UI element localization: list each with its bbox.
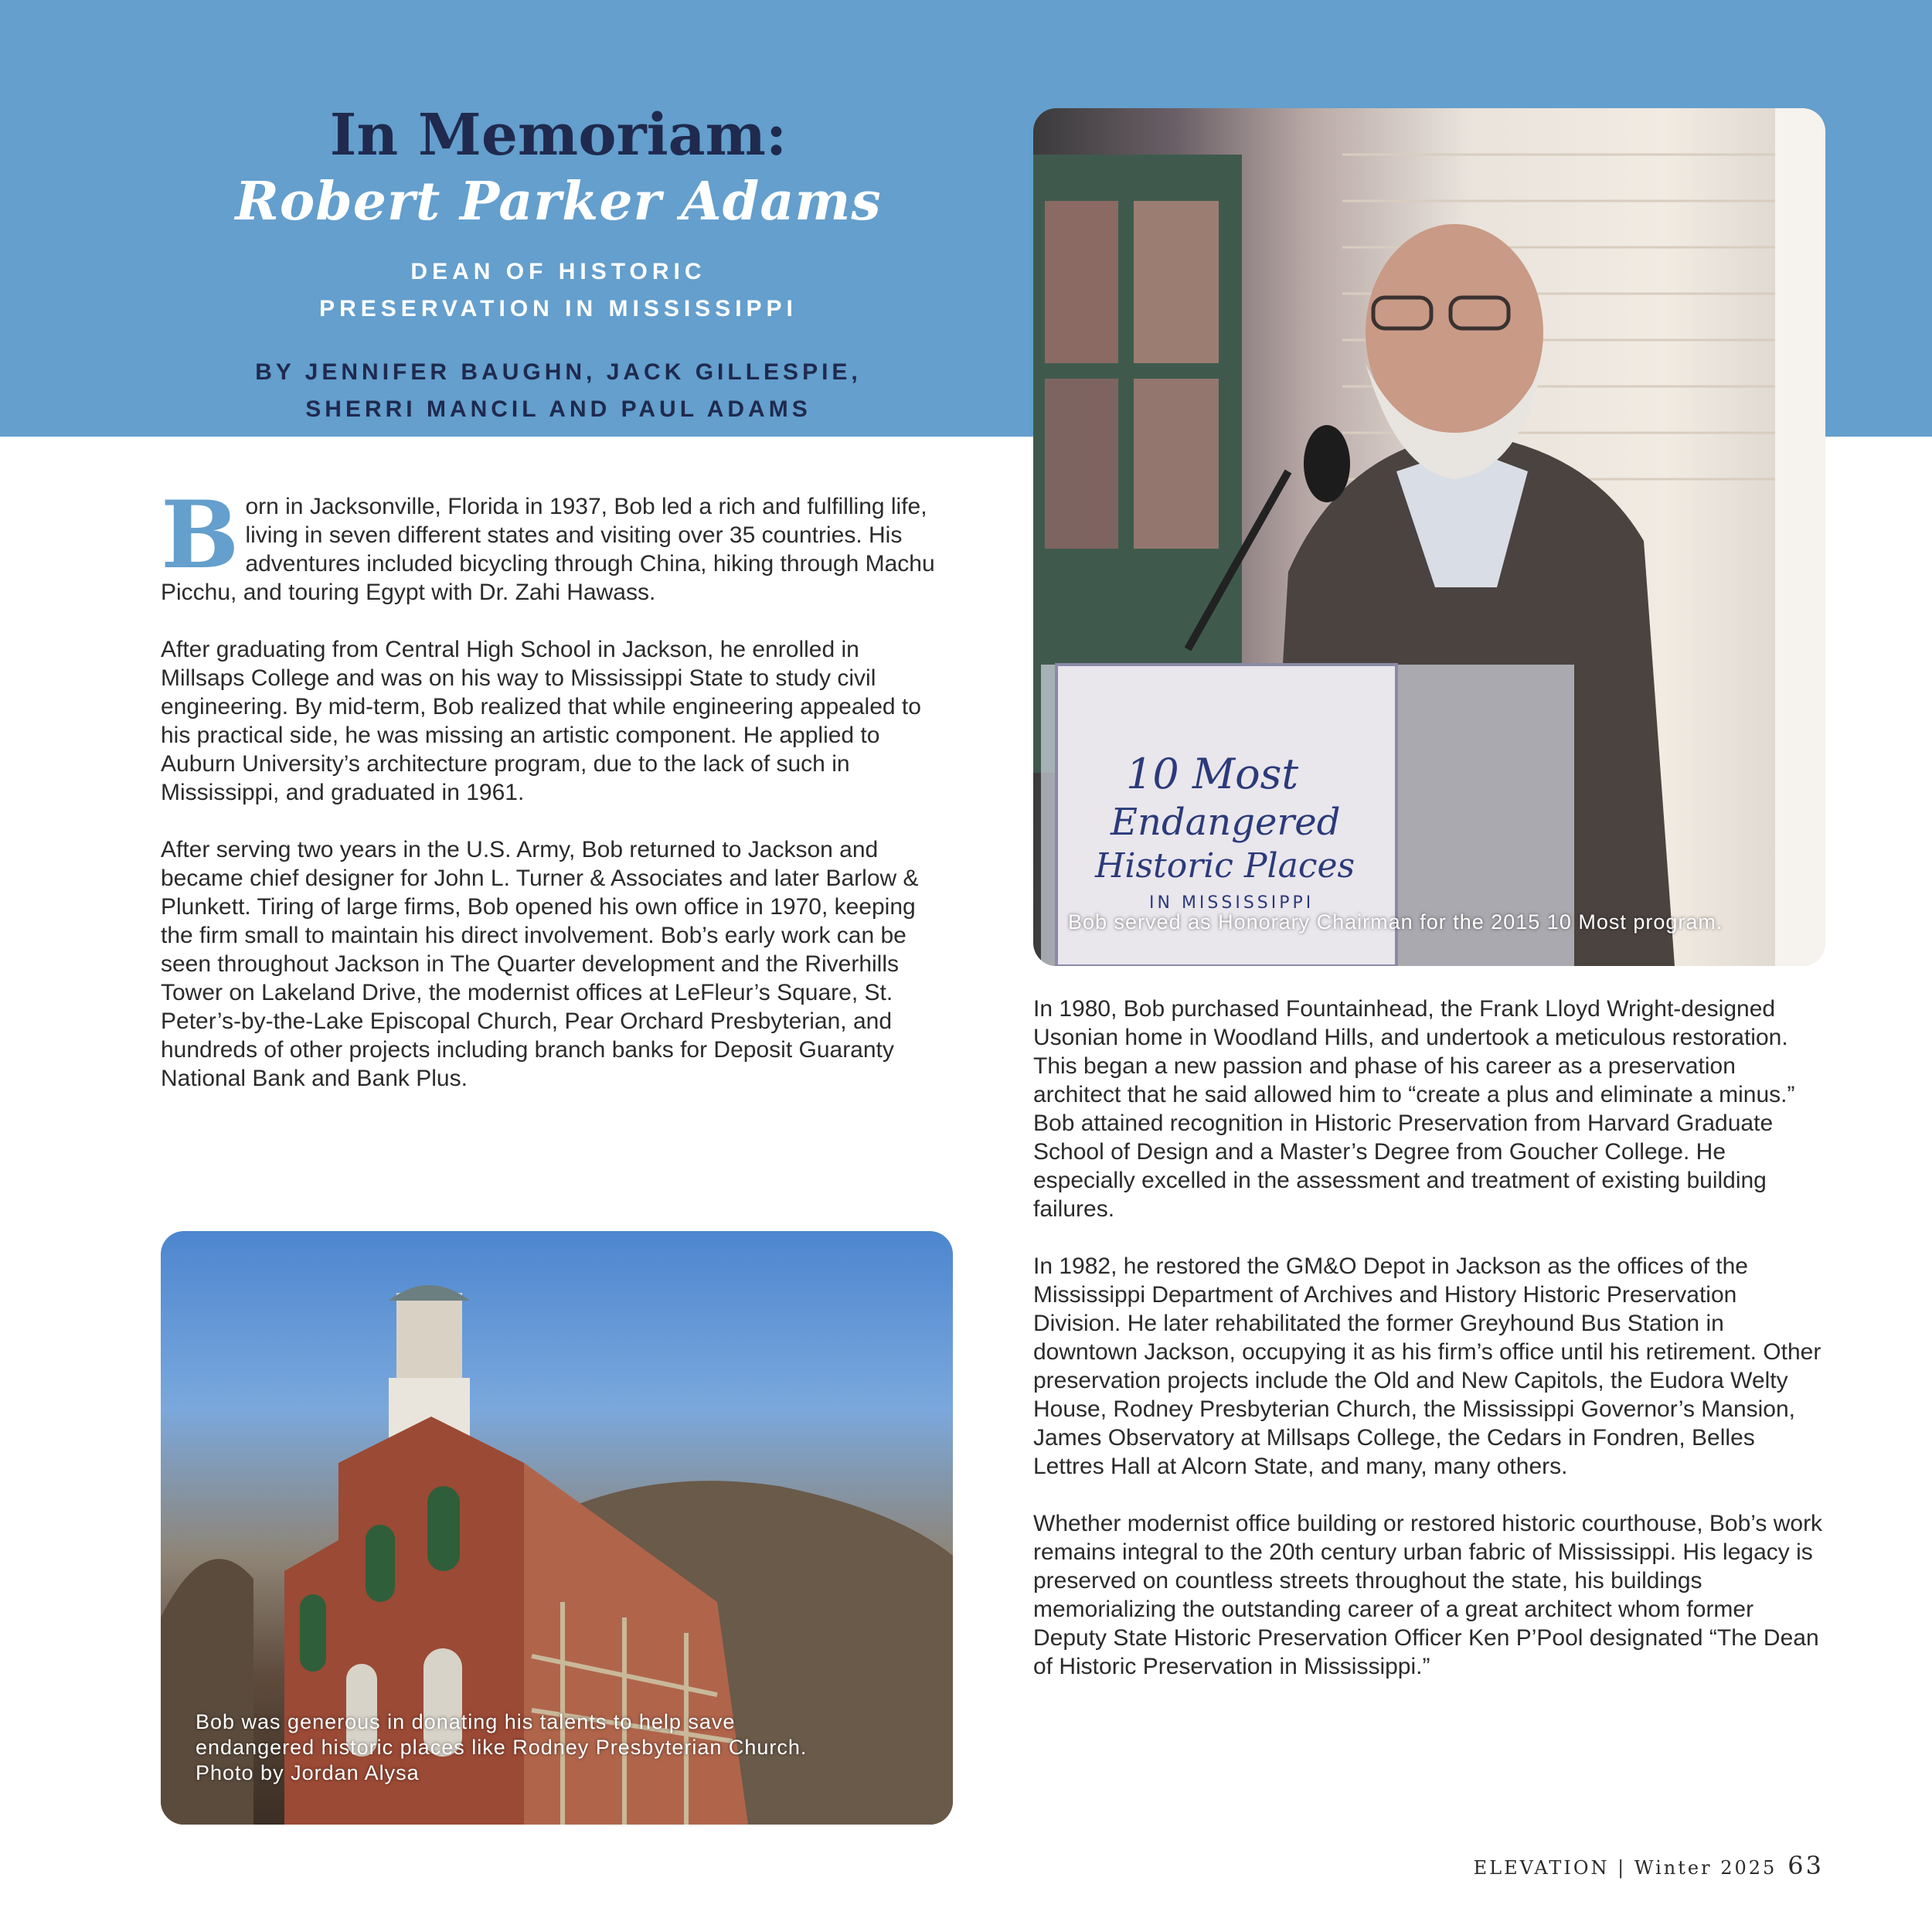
photo-speaker-podium [1033,108,1825,966]
photo-rodney-church [161,1231,953,1825]
cupola-roof [389,1285,470,1301]
sign-text-3: Historic Places [1095,846,1355,886]
page-footer [1474,1851,1824,1880]
paragraph-1-text: orn in Jacksonville, Florida in 1937, Bob led a rich and fulfilling life, living in seven different states and visiting over 35 countries. His adventures included bicycling through China, hiking through Machu Picchu, and touring Egypt with Dr. Zahi Hawass. [161,494,935,605]
left-caption-line-2: endangered historic places like Rodney Presbyterian Church. [196,1736,808,1759]
church-window [300,1594,326,1672]
sign-text-4: IN MISSISSIPPI [1149,893,1315,913]
speaker-photo-illustration [1033,108,1825,966]
cupola [396,1293,462,1378]
left-column [161,481,941,1121]
honoree-name: Robert Parker Adams [235,171,882,233]
page-number: 63 [1787,1851,1824,1880]
paragraph-4: In 1980, Bob purchased Fountainhead, the Frank Lloyd Wright-designed Usonian home in Woodland Hills, and undertook a meticulous restoration. This began a new passion and phase of his career as a preservation architect that he said allowed him to “create a plus and eliminate a minus.” Bob attained recognition in Historic Preservation from Harvard Graduate School of Design and a Master’s Degree from Goucher College. He especially excelled in the assessment and treatment of existing building failures. [1033,996,1795,1222]
column [1775,108,1825,966]
byline-line-2: SHERRI MANCIL AND PAUL ADAMS [305,396,811,422]
right-column [1033,995,1829,1709]
church-window [427,1486,460,1571]
microphone [1304,425,1350,502]
left-photo-caption [196,1709,937,1786]
paragraph-1 [161,481,941,607]
paragraph-5: In 1982, he restored the GM&O Depot in Jackson as the offices of the Mississippi Department of Archives and History Historic Preservation Division. He later rehabilitated the former Greyhound Bus Station in downtown Jackson, occupying it as his firm’s office until his retirement. Other preservation projects include the Old and New Capitols, the Eudora Welty House, Rodney Presbyterian Church, the Mississippi Governor’s Mansion, James Observatory at Millsaps College, the Cedars in Fondren, Belles Lettres Hall at Alcorn State, and many, many others. [1033,1253,1821,1479]
subtitle [155,253,962,328]
church-window [366,1525,395,1602]
article-title: In Memoriam: [329,102,787,168]
byline-line-1: BY JENNIFER BAUGHN, JACK GILLESPIE, [255,359,862,385]
paragraph-6: Whether modernist office building or restored historic courthouse, Bob’s work remains integral to the 20th century urban fabric of Mississippi. His legacy is preserved on countless streets throughout the state, his buildings memorializing the outstanding career of a great architect whom former Deputy State Historic Preservation Officer Ken P’Pool designated “The Dean of Historic Preservation in Mississippi.” [1033,1511,1823,1679]
window-pane [1134,379,1219,549]
magazine-issue: ELEVATION | Winter 2025 [1473,1857,1777,1879]
window-pane [1045,201,1118,363]
subtitle-line-2: PRESERVATION IN MISSISSIPPI [319,296,798,321]
sign-text-2: Endangered [1111,801,1341,844]
paragraph-2: After graduating from Central High School in Jackson, he enrolled in Millsaps College and was on his way to Mississippi State to study civil engineering. By mid-term, Bob realized that while engineering appealed to his practical side, he was missing an artistic component. He applied to Auburn University’s architecture program, due to the lack of such in Mississippi, and graduated in 1961. [161,637,921,805]
left-caption-line-1: Bob was generous in donating his talents to help save [196,1710,736,1733]
right-photo-caption: Bob served as Honorary Chairman for the 2015 10 Most program. [1068,910,1723,934]
sign-text-1: 10 Most [1126,750,1299,798]
paragraph-3: After serving two years in the U.S. Army, Bob returned to Jackson and became chief designer for John L. Turner & Associates and later Barlow & Plunkett. Tiring of large firms, Bob opened his own office in 1970, keeping the firm small to maintain his direct involvement. Bob’s early work can be seen throughout Jackson in The Quarter development and the Riverhills Tower on Lakeland Drive, the modernist offices at LeFleur’s Square, St. Peter’s-by-the-Lake Episcopal Church, Pear Orchard Presbyterian, and hundreds of other projects including branch banks for Deposit Guaranty National Bank and Bank Plus. [161,837,919,1091]
photo-credit: Photo by Jordan Alysa [196,1761,420,1784]
subtitle-line-1: DEAN OF HISTORIC [410,259,706,284]
window-pane [1045,379,1118,549]
drop-cap: B [161,481,240,590]
window-pane [1134,201,1219,363]
byline [155,354,962,428]
title-block [155,100,962,428]
